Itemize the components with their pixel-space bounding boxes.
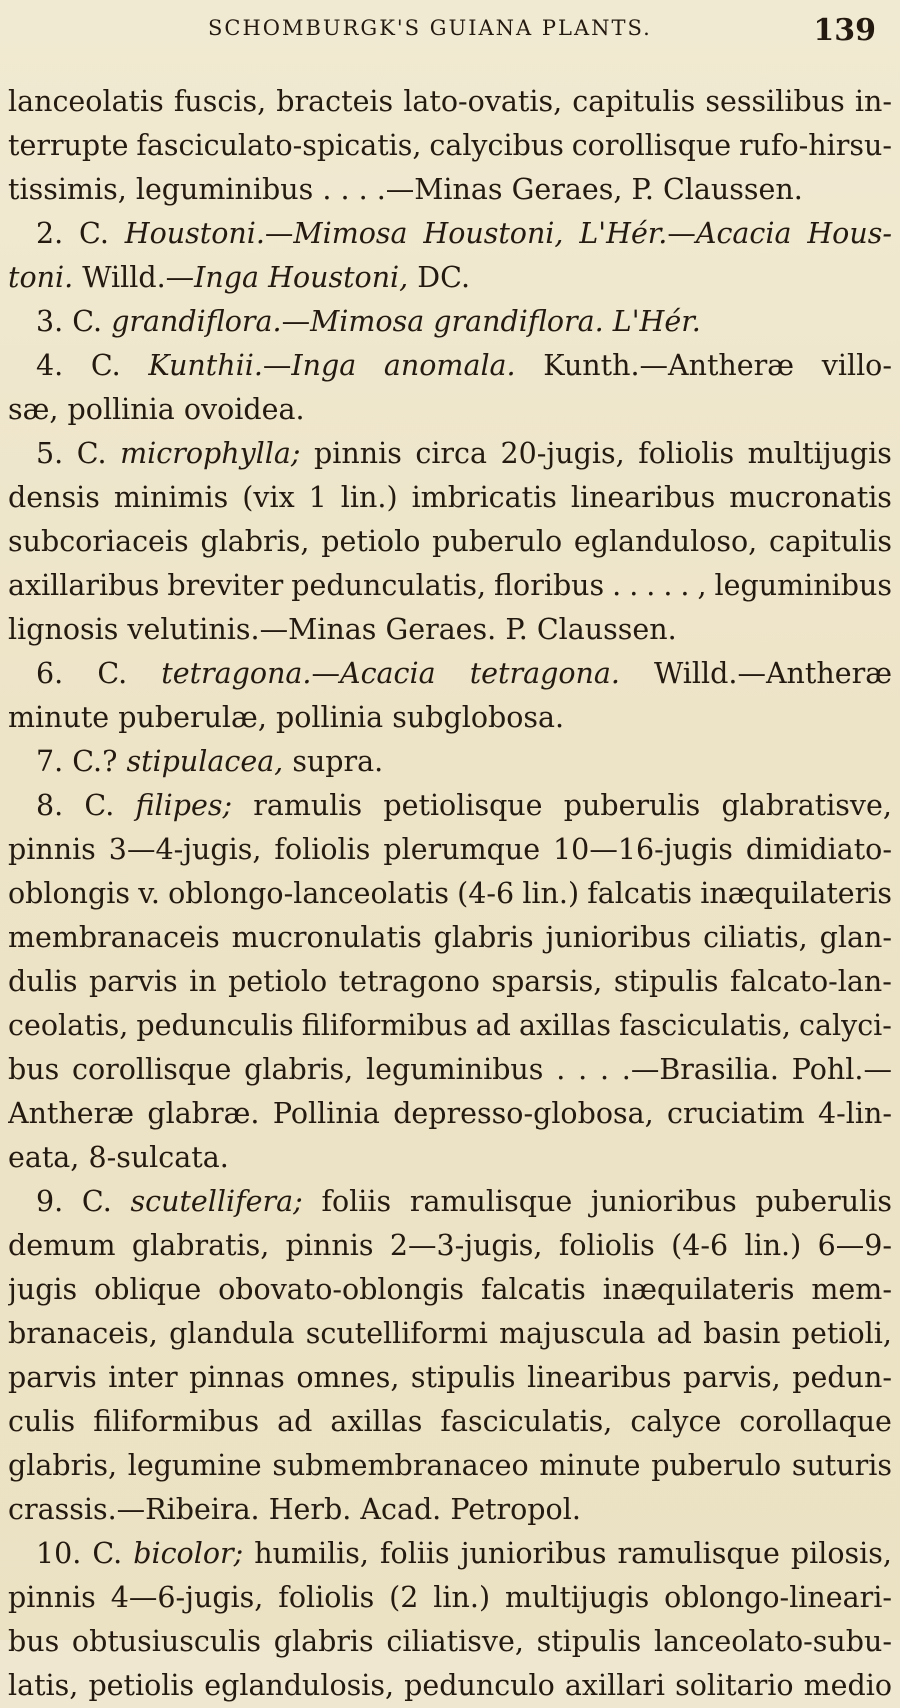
entry-line: 2. C. Houstoni.—Mimosa Houstoni, L'Hér.—Acacia Hous- <box>36 217 892 250</box>
text-line: pinnis 4—6-jugis, foliolis (2 lin.) multijugis oblongo-lineari- <box>8 1581 892 1614</box>
text-line: branaceis, glandula scutelliformi majuscula ad basin petioli, <box>8 1317 892 1350</box>
page-number: 139 <box>813 13 876 48</box>
text-line: jugis oblique obovato-oblongis falcatis inæquilateris mem- <box>8 1273 892 1306</box>
text-line: crassis.—Ribeira. Herb. Acad. Petropol. <box>8 1493 581 1526</box>
text-line: ceolatis, pedunculis filiformibus ad axillas fasciculatis, calyci- <box>8 1009 892 1042</box>
text-line: parvis inter pinnas omnes, stipulis linearibus parvis, pedun- <box>8 1361 892 1394</box>
running-header <box>0 13 900 52</box>
text-line: subcoriaceis glabris, petiolo puberulo eglanduloso, capitulis <box>8 525 892 558</box>
text-line: pinnis 3—4-jugis, foliolis plerumque 10—16-jugis dimidiato- <box>8 833 892 866</box>
running-title: SCHOMBURGK'S GUIANA PLANTS. <box>208 16 652 40</box>
text-line: eata, 8-sulcata. <box>8 1141 229 1174</box>
text-line: dulis parvis in petiolo tetragono sparsis, stipulis falcato-lan- <box>8 965 892 998</box>
text-line: lanceolatis fuscis, bracteis lato-ovatis, capitulis sessilibus in- <box>8 85 892 118</box>
entry-line: 10. C. bicolor; humilis, foliis junioribus ramulisque pilosis, <box>36 1537 892 1570</box>
text-line: lignosis velutinis.—Minas Geraes. P. Claussen. <box>8 613 677 646</box>
text-line: culis filiformibus ad axillas fasciculatis, calyce corollaque <box>8 1405 892 1438</box>
body-text <box>8 80 892 1708</box>
text-line: minute puberulæ, pollinia subglobosa. <box>8 701 565 734</box>
text-line: bus obtusiusculis glabris ciliatisve, stipulis lanceolato-subu- <box>8 1625 892 1658</box>
text-line: toni. Willd.—Inga Houstoni, DC. <box>8 261 470 294</box>
text-line: latis, petiolis eglandulosis, pedunculo axillari solitario medio <box>8 1669 892 1702</box>
entry-line: 6. C. tetragona.—Acacia tetragona. Willd.—Antheræ <box>36 657 892 690</box>
text-line: oblongis v. oblongo-lanceolatis (4-6 lin.) falcatis inæquilateris <box>8 877 892 910</box>
text-line: glabris, legumine submembranaceo minute puberulo suturis <box>8 1449 892 1482</box>
entry-line: 5. C. microphylla; pinnis circa 20-jugis, foliolis multijugis <box>36 437 892 470</box>
entry-line: 3. C. grandiflora.—Mimosa grandiflora. L'Hér. <box>36 305 701 338</box>
entry-line: 7. C.? stipulacea, supra. <box>36 745 384 778</box>
text-line: sæ, pollinia ovoidea. <box>8 393 305 426</box>
text-line: terrupte fasciculato-spicatis, calycibus corollisque rufo-hirsu- <box>8 129 892 162</box>
text-line: Antheræ glabræ. Pollinia depresso-globosa, cruciatim 4-lin- <box>8 1097 892 1130</box>
text-line: bus corollisque glabris, leguminibus . . . .—Brasilia. Pohl.— <box>8 1053 892 1086</box>
text-line: densis minimis (vix 1 lin.) imbricatis linearibus mucronatis <box>8 481 892 514</box>
entry-line: 8. C. filipes; ramulis petiolisque puberulis glabratisve, <box>36 789 892 822</box>
text-line: axillaribus breviter pedunculatis, floribus . . . . . , leguminibus <box>8 569 892 602</box>
text-line: demum glabratis, pinnis 2—3-jugis, foliolis (4-6 lin.) 6—9- <box>8 1229 892 1262</box>
entry-line: 4. C. Kunthii.—Inga anomala. Kunth.—Antheræ villo- <box>36 349 892 382</box>
text-line: tissimis, leguminibus . . . .—Minas Geraes, P. Claussen. <box>8 173 803 206</box>
entry-line: 9. C. scutellifera; foliis ramulisque junioribus puberulis <box>36 1185 892 1218</box>
text-line: membranaceis mucronulatis glabris junioribus ciliatis, glan- <box>8 921 892 954</box>
